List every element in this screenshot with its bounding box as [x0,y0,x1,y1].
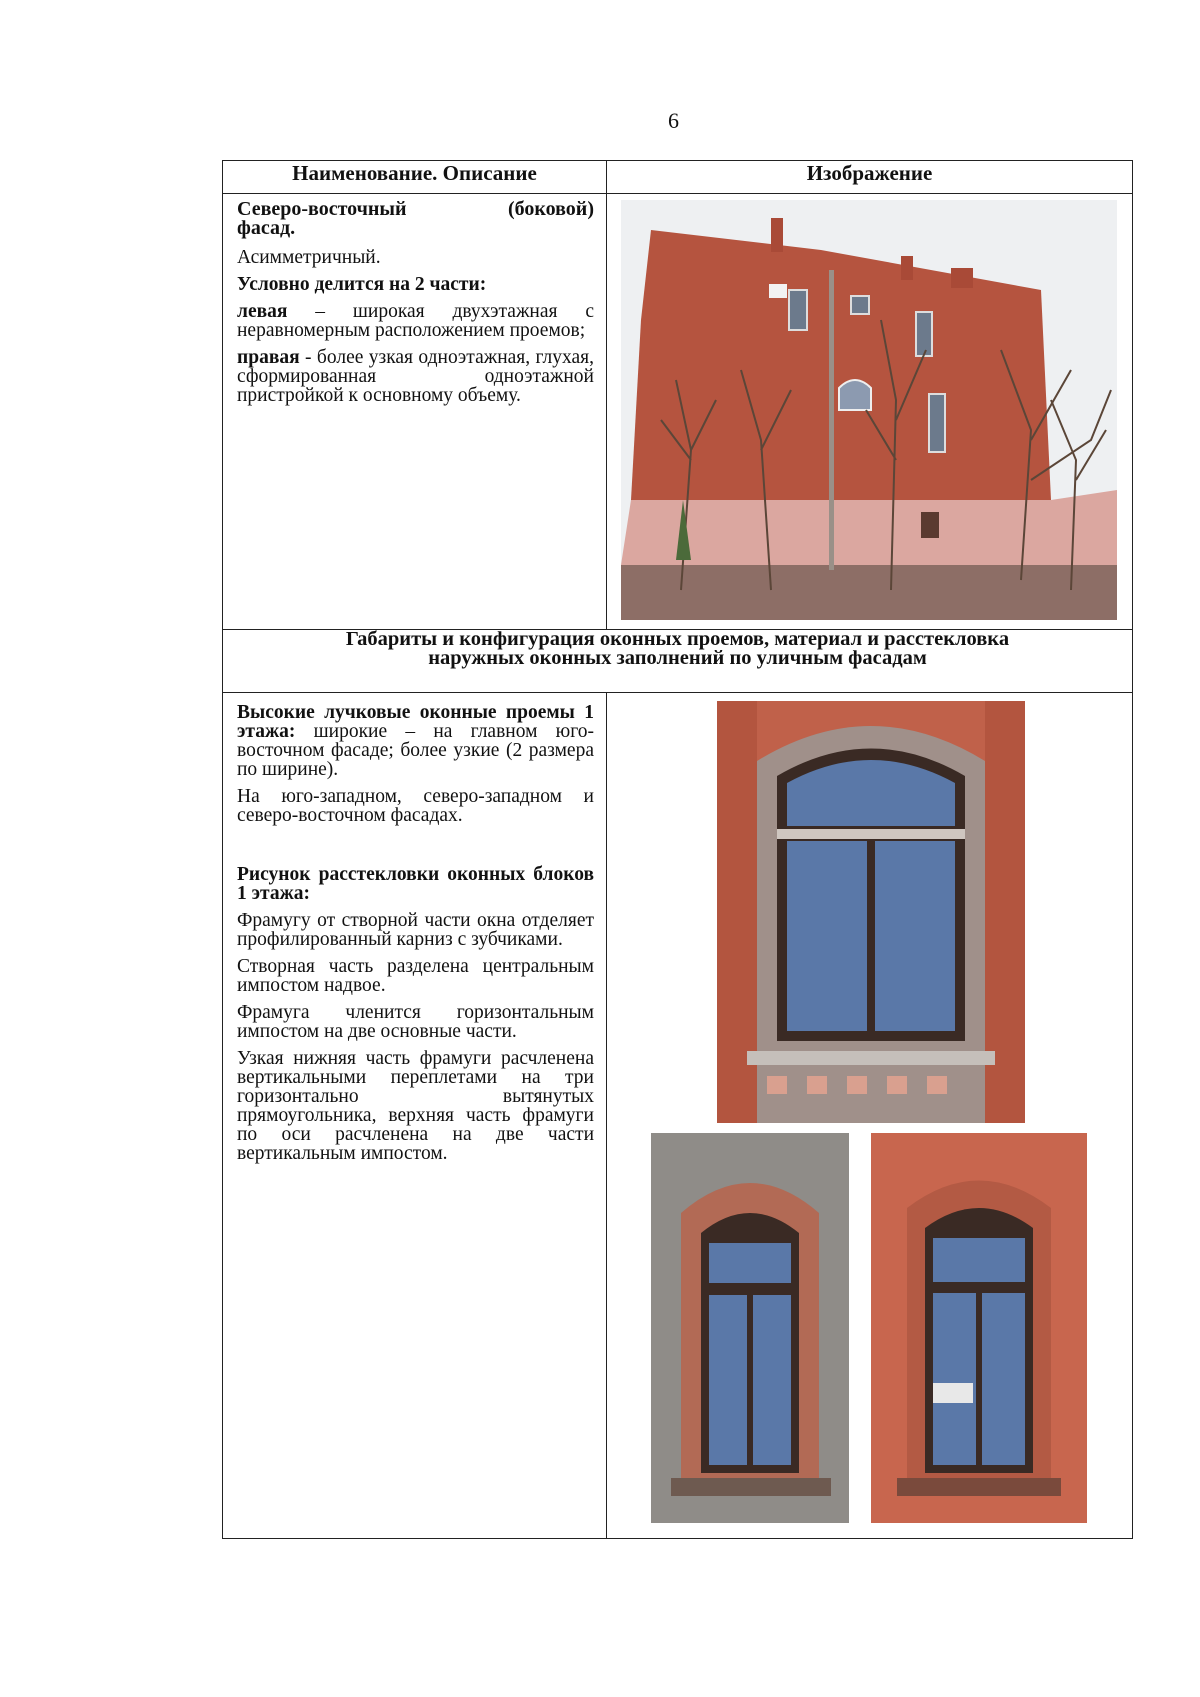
facade-asymmetric: Асимметричный. [237,247,381,268]
right-part-text: - более узкая одноэтажная, глухая, сформированная одноэтажной пристройкой к основному объему. [237,347,594,406]
windows-p5: Створная часть разделена центральным импостом надвое. [237,956,594,996]
windows-p3: Рисунок расстекловки оконных блоков 1 этажа: [237,864,594,904]
windows-p1 [237,703,594,779]
header-image: Изображение [607,161,1133,194]
facade-title-word-1: Северо-восточный [237,198,407,220]
windows-p4: Фрамугу от створной части окна отделяет профилированный карниз с зубчиками. [237,910,594,950]
facade-description-cell [223,194,607,630]
wide-window-photo [717,701,1025,1123]
windows-description-cell [223,693,607,1539]
narrow-window-photo-right [871,1133,1087,1523]
window-section-title-line-2: наружных оконных заполнений по уличным фасадам [428,647,927,669]
north-east-facade-photo [621,200,1117,620]
right-part-label: правая [237,347,300,368]
facade-title-end: фасад. [237,217,296,239]
left-part-text: – широкая двухэтажная с неравномерным расположением проемов; [237,301,594,341]
windows-p2: На юго-западном, северо-западном и северо-восточном фасадах. [237,786,594,826]
facade-image-cell [607,194,1133,630]
windows-p6: Фрамуга членится горизонтальным импостом на две основные части. [237,1002,594,1042]
facade-title-word-2: (боковой) [507,198,594,220]
windows-p7: Узкая нижняя часть фрамуги расчленена вертикальными переплетами на три горизонтально вытянутых прямоугольника, верхняя часть фрамуги по оси расчленена на две части вертикальным импостом. [237,1048,594,1164]
page-number: 6 [668,108,679,133]
facade-right-part [237,348,594,405]
window-section-title-line-1: Габариты и конфигурация оконных проемов, материал и расстекловка [345,628,1010,650]
windows-p1-bold: Высокие лучковые оконные проемы 1 этажа: [237,702,594,742]
windows-image-cell [607,693,1133,1539]
facade-table [222,160,1133,1539]
window-section-title [223,630,1133,693]
header-name-description: Наименование. Описание [223,161,607,194]
left-part-label: левая [237,301,288,322]
windows-p1-text: широкие – на главном юго-восточном фасаде; более узкие (2 размера по ширине). [237,721,594,780]
facade-left-part [237,302,594,340]
narrow-window-photo-left [651,1133,849,1523]
facade-divides: Условно делится на 2 части: [237,274,487,295]
